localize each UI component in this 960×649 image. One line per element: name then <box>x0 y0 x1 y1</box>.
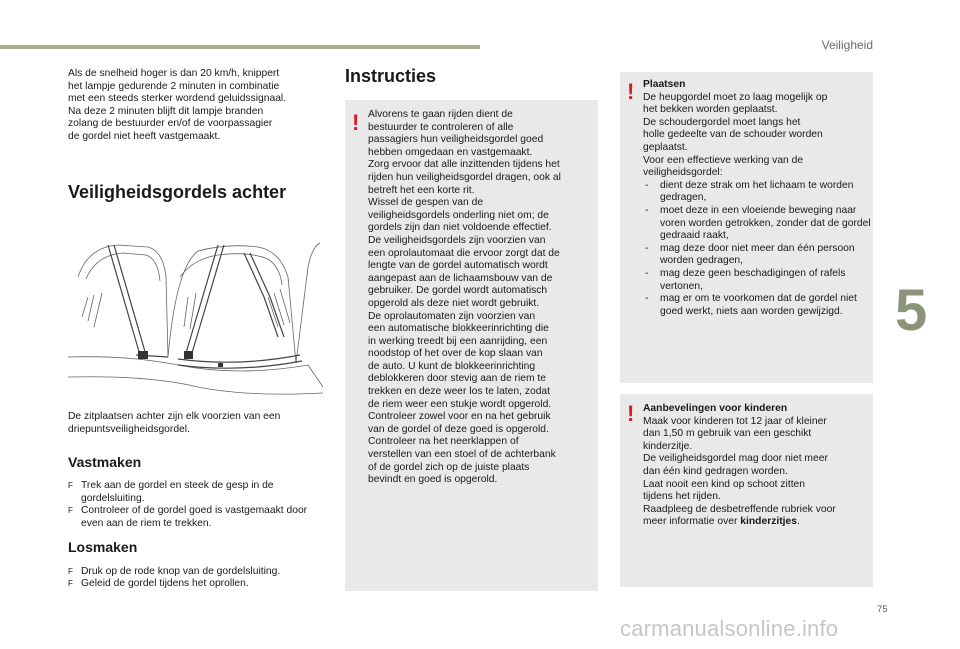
children-text: Maak voor kinderen tot 12 jaar of kleiner dan 1,50 m gebruik van een geschikt kinderzitje. De veiligheidsgordel mag door niet meer dan één kind gedragen worden. Laat nooit een kind op schoot zitten tijdens het rijden. Raadpleeg de desbetreffende rubriek voor meer informatie over kinderzitjes. <box>643 415 836 528</box>
bullet-icon: F <box>68 506 73 516</box>
list-item: F Geleid de gordel tijdens het oprollen. <box>68 578 249 590</box>
rear-seat-illustration-icon <box>68 237 323 405</box>
left-column <box>68 68 326 203</box>
placement-text: De heupgordel moet zo laag mogelijk op het bekken worden geplaatst. De schoudergordel moet langs het holle gedeelte van de schouder worden geplaatst. Voor een effectieve werking van de veiligheidsgordel: <box>643 91 828 179</box>
fasten-list <box>68 480 326 530</box>
list-item: - moet deze in een vloeiende beweging naar voren worden getrokken, zonder dat de gordel gedraaid raakt, <box>645 204 871 242</box>
placement-box <box>620 72 873 383</box>
child-seats-link-text: kinderzitjes <box>740 516 797 528</box>
watermark: carmanualsonline.info <box>620 616 839 641</box>
intro-paragraph: Als de snelheid hoger is dan 20 km/h, knippert het lampje gedurende 2 minuten in combinatie met een steeds sterker wordend geluidssignaal. Na deze 2 minuten blijft dit lampje branden zolang de bestuurder en/of de voorpassagier de gordel niet heeft vastgemaakt. <box>68 68 287 142</box>
instructions-box <box>345 100 598 591</box>
list-item: F Controleer of de gordel goed is vastgemaakt door even aan de riem te trekken. <box>68 505 308 529</box>
release-list <box>68 566 326 591</box>
belt-caption: De zitplaatsen achter zijn elk voorzien van een driepuntsveiligheidsgordel. <box>68 411 281 435</box>
fasten-heading: Vastmaken <box>68 454 142 471</box>
warning-icon: ! <box>352 110 360 135</box>
placement-title: Plaatsen <box>643 79 686 90</box>
page-number: 75 <box>877 604 888 615</box>
list-item: F Trek aan de gordel en steek de gesp in de gordelsluiting. <box>68 480 274 504</box>
list-item: - mag er om te voorkomen dat de gordel niet goed werkt, niets aan worden gewijzigd. <box>645 293 857 317</box>
list-item: - mag deze door niet meer dan één persoon worden gedragen, <box>645 242 855 267</box>
children-content <box>643 403 871 529</box>
rear-belts-heading: Veiligheidsgordels achter <box>68 181 287 202</box>
bullet-icon: F <box>68 566 73 576</box>
list-item: F Druk op de rode knop van de gordelsluiting. <box>68 565 281 577</box>
bullet-icon: F <box>68 579 73 589</box>
placement-content <box>643 79 871 318</box>
warning-icon: ! <box>627 79 635 104</box>
children-box <box>620 394 873 587</box>
release-heading: Losmaken <box>68 538 138 555</box>
instructions-text: Alvorens te gaan rijden dient de bestuurder te controleren of alle passagiers hun veiligheidsgordel goed hebben omgedaan en vastgemaakt. Zorg ervoor dat alle inzittenden tijdens het rijden hun veiligheidsgordel dragen, ook al betreft het een korte rit. Wissel de gespen van de veiligheidsgordels onderling niet om; de gordels zijn dan niet voldoende effectief. De veiligheidsgordels zijn voorzien van een oprolautomaat die ervoor zorgt dat de lengte van de gordel automatisch wordt aangepast aan de lichaamsbouw van de gebruiker. De gordel wordt automatisch opgerold als deze niet wordt gebruikt. De oprolautomaten zijn voorzien van een automatische blokkeerinrichting die in werking treedt bij een aanrijding, een noodstop of het over de kop slaan van de auto. U kunt de blokkeerinrichting deblokkeren door stevig aan de riem te trekken en deze weer los te laten, zodat de riem weer een stukje wordt opgerold. Controleer zowel voor en na het gebruik van de gordel of deze goed is opgerold. Controleer na het neerklappen of verstellen van een stoel of de achterbank of de gordel zich op de juiste plaats bevindt en goed is opgerold. <box>368 109 561 486</box>
instructions-heading: Instructies <box>345 66 437 86</box>
bullet-icon: F <box>68 481 73 491</box>
chapter-number: 5 <box>895 278 928 343</box>
header-accent-bar <box>0 45 480 49</box>
list-item: - mag deze geen beschadigingen of rafels vertonen, <box>645 267 846 292</box>
rear-seat-belts-illustration <box>68 237 323 405</box>
list-item: - dient deze strak om het lichaam te worden gedragen, <box>645 179 854 204</box>
left-column-lower <box>68 411 326 591</box>
section-label: Veiligheid <box>821 38 873 52</box>
warning-icon: ! <box>627 401 635 426</box>
children-title: Aanbevelingen voor kinderen <box>643 403 788 414</box>
